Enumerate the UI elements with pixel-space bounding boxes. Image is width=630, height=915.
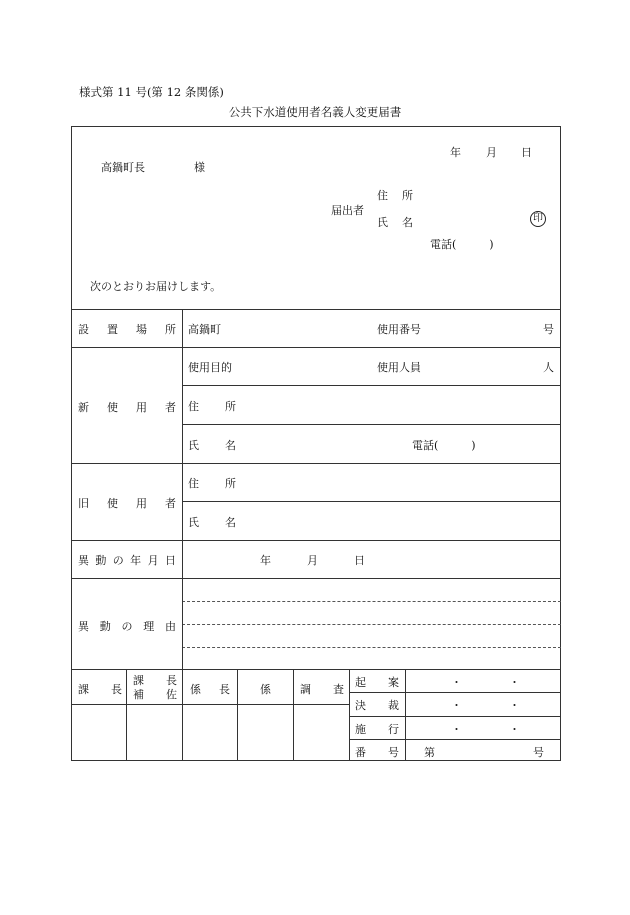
- seal-mark: 印: [530, 211, 546, 227]
- char: 使: [107, 401, 118, 414]
- char: 補: [133, 688, 144, 701]
- char: 所: [225, 477, 236, 490]
- char: 行: [388, 723, 399, 736]
- char: の: [121, 620, 133, 633]
- new-user-name-label: [188, 437, 236, 453]
- notifier-name-label: [377, 214, 413, 230]
- divider: [349, 692, 561, 693]
- notifier-phone: 電話( ): [430, 238, 494, 251]
- deputy-chief-label-bottom: [133, 686, 177, 702]
- inspection-label: [300, 681, 344, 697]
- dashed-line: [182, 647, 561, 648]
- divider: [126, 669, 127, 761]
- char: 設: [78, 323, 89, 336]
- char: 旧: [78, 497, 89, 510]
- char: 理: [143, 620, 155, 633]
- char: 所: [225, 400, 236, 413]
- char: 動: [99, 620, 111, 633]
- location-label: [78, 321, 176, 337]
- divider: [349, 716, 561, 717]
- char: 所: [402, 189, 413, 202]
- process-row-number-label: [355, 744, 399, 760]
- divider: [71, 540, 561, 541]
- char: 由: [165, 620, 176, 633]
- old-user-name-label: [188, 514, 236, 530]
- process-row-draft-label: [355, 674, 399, 690]
- change-month-label: 月: [307, 554, 318, 567]
- headcount-label: 使用人員: [377, 361, 421, 374]
- change-reason-label: [78, 618, 176, 634]
- char: 住: [188, 477, 199, 490]
- char: 月: [147, 554, 159, 567]
- divider: [182, 309, 183, 761]
- divider: [182, 385, 561, 386]
- char: 所: [165, 323, 176, 336]
- char: 氏: [188, 516, 199, 529]
- subsection-chief-label: [190, 681, 230, 697]
- char: 者: [165, 497, 176, 510]
- char: 用: [136, 497, 147, 510]
- divider: [349, 669, 350, 761]
- char: 案: [388, 676, 399, 689]
- char: 日: [164, 554, 176, 567]
- form-title: 公共下水道使用者名義人変更届書: [228, 105, 402, 119]
- statement: 次のとおりお届けします。: [90, 280, 222, 293]
- char: 名: [225, 516, 236, 529]
- char: 長: [219, 683, 230, 696]
- process-row-decision-dot: ・: [509, 699, 520, 712]
- form-frame: [71, 126, 561, 761]
- char: 佐: [166, 688, 177, 701]
- honorific: 様: [194, 161, 205, 174]
- divider: [237, 669, 238, 761]
- char: 氏: [188, 439, 199, 452]
- char: 調: [300, 683, 311, 696]
- divider: [182, 424, 561, 425]
- char: 名: [225, 439, 236, 452]
- char: 査: [333, 683, 344, 696]
- change-date-label: [78, 552, 176, 568]
- divider: [405, 669, 406, 761]
- new-user-label: [78, 399, 176, 415]
- usage-number-label: 使用番号: [377, 323, 421, 336]
- process-row-enforce-label: [355, 721, 399, 737]
- old-user-label: [78, 495, 176, 511]
- char: 号: [388, 746, 399, 759]
- char: 長: [111, 683, 122, 696]
- char: 動: [95, 554, 107, 567]
- char: 裁: [388, 699, 399, 712]
- date-day-label: 日: [521, 146, 532, 159]
- process-row-draft-dot: ・: [451, 676, 462, 689]
- process-row-draft-dot: ・: [509, 676, 520, 689]
- char: 住: [377, 189, 388, 202]
- dashed-line: [182, 624, 561, 625]
- date-month-label: 月: [486, 146, 497, 159]
- number-unit: 号: [543, 323, 554, 336]
- char: 異: [78, 620, 89, 633]
- date-year-label: 年: [450, 146, 461, 159]
- char: 年: [130, 554, 142, 567]
- change-day-label: 日: [354, 554, 365, 567]
- process-row-decision-dot: ・: [451, 699, 462, 712]
- divider: [71, 463, 561, 464]
- change-year-label: 年: [260, 554, 271, 567]
- char: 課: [133, 674, 144, 687]
- divider: [182, 501, 561, 502]
- divider: [71, 309, 561, 310]
- form-number: 様式第 11 号(第 12 条関係): [79, 85, 224, 99]
- notifier-address-label: [377, 187, 413, 203]
- char: 氏: [377, 216, 388, 229]
- divider: [349, 739, 561, 740]
- char: 用: [136, 401, 147, 414]
- section-chief-label: [78, 681, 122, 697]
- char: 番: [355, 746, 366, 759]
- purpose-label: 使用目的: [188, 361, 232, 374]
- addressee: 高鍋町長: [101, 161, 145, 174]
- divider: [71, 578, 561, 579]
- process-row-number-prefix: 第: [424, 746, 435, 759]
- char: 置: [107, 323, 118, 336]
- headcount-unit: 人: [543, 361, 554, 374]
- char: 新: [78, 401, 89, 414]
- char: 長: [166, 674, 177, 687]
- divider: [71, 704, 349, 705]
- process-row-number-suffix: 号: [533, 746, 544, 759]
- new-user-phone: 電話( ): [412, 439, 476, 452]
- new-user-address-label: [188, 398, 236, 414]
- char: 起: [355, 676, 366, 689]
- char: 異: [78, 554, 89, 567]
- char: の: [112, 554, 124, 567]
- process-row-enforce-dot: ・: [451, 723, 462, 736]
- char: 者: [165, 401, 176, 414]
- process-row-decision-label: [355, 697, 399, 713]
- dashed-line: [182, 601, 561, 602]
- char: 施: [355, 723, 366, 736]
- char: 使: [107, 497, 118, 510]
- char: 住: [188, 400, 199, 413]
- divider: [71, 347, 561, 348]
- notifier-label: 届出者: [331, 204, 364, 217]
- char: 課: [78, 683, 89, 696]
- char: 係: [190, 683, 201, 696]
- location-town: 高鍋町: [188, 323, 221, 336]
- divider: [71, 669, 561, 670]
- staff-label: 係: [260, 683, 271, 696]
- old-user-address-label: [188, 475, 236, 491]
- char: 決: [355, 699, 366, 712]
- char: 名: [402, 216, 413, 229]
- process-row-enforce-dot: ・: [509, 723, 520, 736]
- divider: [293, 669, 294, 761]
- char: 場: [136, 323, 147, 336]
